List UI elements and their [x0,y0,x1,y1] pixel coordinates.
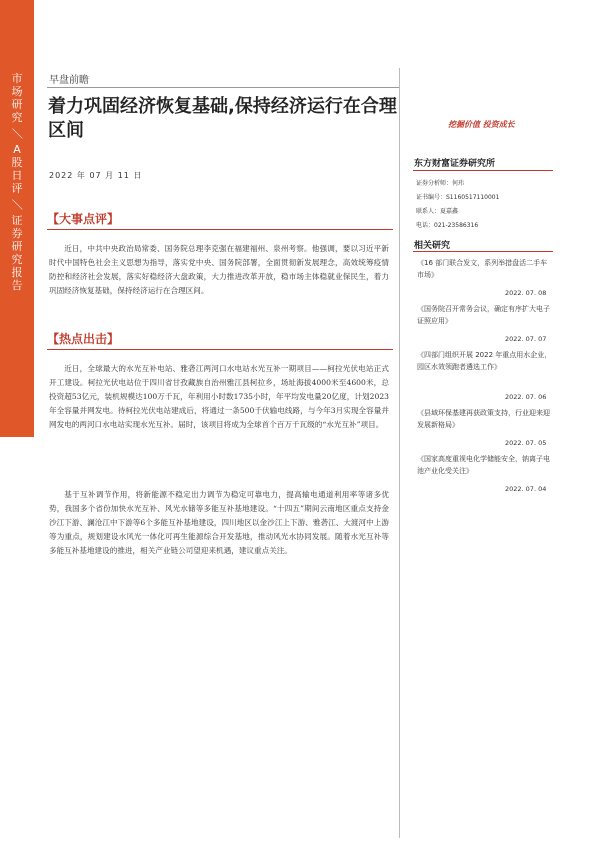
hotspot-paragraph-2: 基于互补调节作用，将新能源不稳定出力调节为稳定可靠电力，提高输电通道利用率等诸多优势，我国多个省份加快水光互补、风光水储等多能互补基地建设。“十四五”期间云南地区重点支持金沙江下游、澜沧江中下游等6个多能互补基地建设，四川地区以金沙江上下游、雅砻江、大渡河中上游等为重点，规划建设水风光一体化可再生能源综合开发基地，推动风光水协同发展。随着水光互补等多能互补基地建设的推进，相关产业链公司望迎来机遇，建议重点关注。 [49,490,389,555]
certificate-line: 证书编号：S1160517110001 [416,194,500,201]
related-date-4: 2022. 07. 05 [505,439,547,447]
phone-line: 电话：021-23586316 [416,222,479,229]
related-date-3: 2022. 07. 06 [505,393,547,401]
related-research-heading: 相关研究 [414,241,451,251]
related-item-3[interactable]: 《四部门组织开展 2022 年重点用水企业，园区水效领跑者遴选工作》 [417,351,552,371]
sidebar-part-1: 市场研究 [11,72,23,124]
hotspot-paragraph-1: 近日，全球最大的水光互补电站、雅砻江两河口水电站水光互补一期项目——柯拉光伏电站正式开工建设。柯拉光伏电站位于四川省甘孜藏族自治州雅江县柯拉乡，场址海拔4000米至4600米，总投资超53亿元，装机规模达100万千瓦，年利用小时数1735小时，年平均发电量20亿度，计划2023年全容量并网发电。待柯拉光伏电站建成后，将通过一条500千伏输电线路，与今年3月实现全容量并网发电的两河口水电站实现水光互补。届时，该项目将成为全球首个百万千瓦级的“水光互补”项目。 [49,364,389,429]
header-divider [47,87,399,88]
sidebar-separator-1: ／ [10,128,24,139]
related-item-2[interactable]: 《国务院召开常务会议，确定有序扩大电子证照应用》 [417,305,550,325]
column-divider [399,68,400,838]
related-item-5[interactable]: 《国家高度重视电化学储能安全，钠离子电池产业化受关注》 [417,455,550,475]
section-heading-events: 【大事点评】 [47,212,120,226]
sidebar-separator-2: ／ [10,199,24,210]
related-divider [413,251,553,252]
sidebar-part-3: 证券研究报告 [11,214,23,292]
section-heading-hotspot: 【热点出击】 [47,332,120,346]
sidebar-part-2: A股日评 [11,143,23,195]
research-institute-name: 东方财富证券研究所 [414,159,496,169]
slogan: 挖掘价值 投资成长 [448,120,515,129]
report-title: 着力巩固经济恢复基础,保持经济运行在合理区间 [48,96,397,141]
contact-line: 联系人：夏嘉鑫 [416,208,459,215]
report-date: 2022 年 07 月 11 日 [49,171,143,180]
related-date-1: 2022. 07. 08 [505,289,547,297]
related-date-2: 2022. 07. 07 [505,335,547,343]
events-paragraph: 近日，中共中央政治局常委、国务院总理李克强在福建福州、泉州考察。他强调，要以习近平新时代中国特色社会主义思想为指导，落实党中央、国务院部署，全面贯彻新发展理念，高效统筹疫情防控和经济社会发展，落实好稳经济大盘政策，大力推进改革开放，稳市场主体稳就业保民生，着力巩固经济恢复基础，保持经济运行在合理区间。 [49,244,389,295]
related-item-1[interactable]: 《16 部门联合发文，系列举措盘活二手车市场》 [417,259,548,279]
sidebar-label [9,72,25,292]
section-divider-events [47,229,393,230]
section-divider-hotspot [47,349,393,350]
report-type-label: 早盘前瞻 [49,75,89,86]
related-date-5: 2022. 07. 04 [505,485,547,493]
related-item-4[interactable]: 《县域环保基建再获政策支持，行业迎来迎发展新格局》 [417,409,550,429]
institute-divider [413,170,553,171]
sidebar-band [0,0,34,437]
analyst-line: 证券分析师：何玮 [416,180,465,187]
